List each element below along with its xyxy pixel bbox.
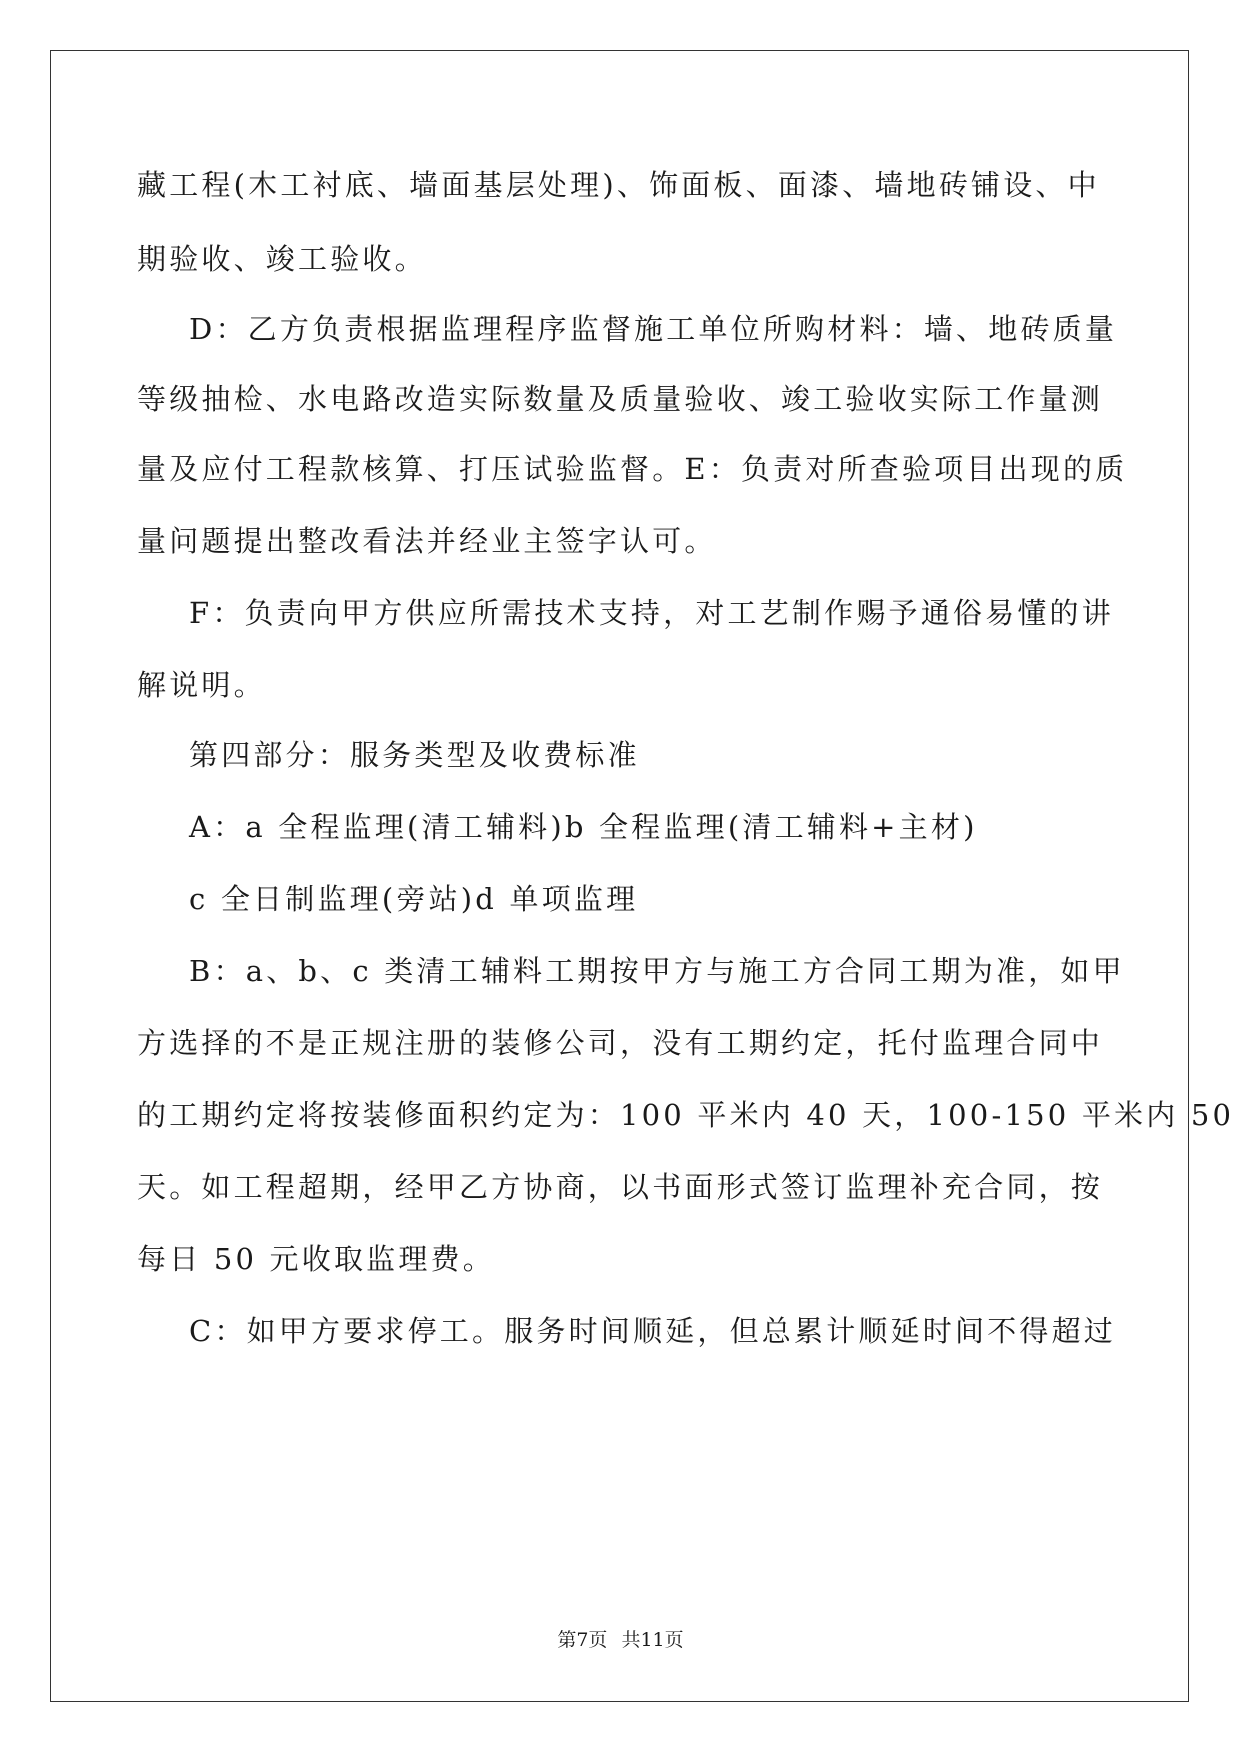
page-number: 第7页 — [557, 1629, 608, 1651]
text-line: C：如甲方要求停工。服务时间顺延，但总累计顺延时间不得超过 — [189, 1314, 1116, 1348]
page-total: 共11页 — [621, 1629, 684, 1651]
text-line: 的工期约定将按装修面积约定为：100 平米内 40 天，100-150 平米内 50 — [137, 1098, 1235, 1132]
text-line: 期验收、竣工验收。 — [137, 242, 427, 276]
text-line: 量及应付工程款核算、打压试验监督。E：负责对所查验项目出现的质 — [137, 452, 1128, 486]
text-line: A：a 全程监理(清工辅料)b 全程监理(清工辅料+主材) — [189, 810, 978, 844]
text-line: 量问题提出整改看法并经业主签字认可。 — [137, 524, 717, 558]
text-line: 天。如工程超期，经甲乙方协商，以书面形式签订监理补充合同，按 — [137, 1170, 1104, 1204]
text-line: F：负责向甲方供应所需技术支持，对工艺制作赐予通俗易懂的讲 — [189, 596, 1114, 630]
section-heading: 第四部分：服务类型及收费标准 — [189, 738, 640, 772]
text-line: 藏工程(木工衬底、墙面基层处理)、饰面板、面漆、墙地砖铺设、中 — [137, 168, 1100, 202]
text-line: 解说明。 — [137, 668, 266, 702]
page-footer — [0, 1628, 1241, 1652]
page-border — [50, 50, 1189, 1702]
text-line: B：a、b、c 类清工辅料工期按甲方与施工方合同工期为准，如甲 — [189, 954, 1125, 988]
text-line: D：乙方负责根据监理程序监督施工单位所购材料：墙、地砖质量 — [189, 312, 1118, 346]
text-line: c 全日制监理(旁站)d 单项监理 — [189, 882, 639, 916]
text-line: 每日 50 元收取监理费。 — [137, 1242, 495, 1276]
text-line: 等级抽检、水电路改造实际数量及质量验收、竣工验收实际工作量测 — [137, 382, 1104, 416]
text-line: 方选择的不是正规注册的装修公司，没有工期约定，托付监理合同中 — [137, 1026, 1104, 1060]
